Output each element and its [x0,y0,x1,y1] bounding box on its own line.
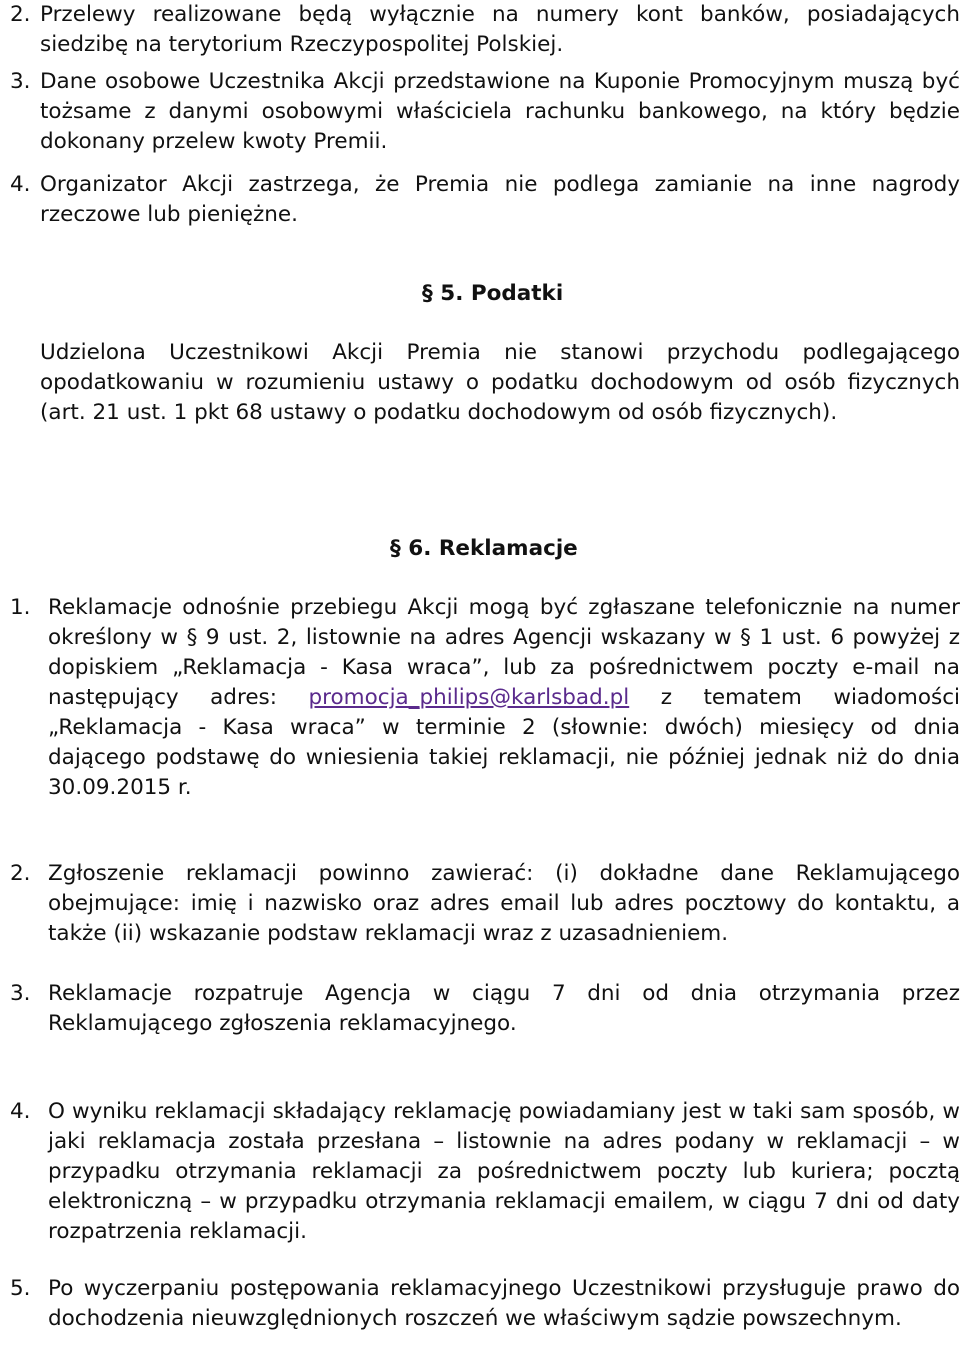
section-body-podatki: Udzielona Uczestnikowi Akcji Premia nie stanowi przychodu podlegającego opodatkowaniu w rozumieniu ustawy o podatku dochodowym od osób fizycznych (art. 21 ust. 1 pkt 68 ustawy o podatku dochodowym od osób fizycznych). [40,340,960,425]
item-number: 2. [10,861,31,886]
list-item [10,979,960,1039]
item-text: Przelewy realizowane będą wyłącznie na numery kont banków, posiadających siedzibę na terytorium Rzeczypospolitej Polskiej. [40,2,960,57]
section-heading-reklamacje: § 6. Reklamacje [390,536,578,561]
item-number: 1. [10,595,31,620]
item-text: O wyniku reklamacji składający reklamację powiadamiany jest w taki sam sposób, w jaki reklamacja została przesłana – listownie na adres podany w reklamacji – w przypadku otrzymania reklamacji za pośrednictwem poczty lub kuriera; pocztą elektroniczną – w przypadku otrzymania reklamacji emailem, w ciągu 7 dni od daty rozpatrzenia reklamacji. [48,1099,960,1244]
item-number: 5. [10,1276,31,1301]
section-heading-podatki: § 5. Podatki [422,281,564,306]
item-number: 2. [10,2,31,27]
list-item [10,1274,960,1334]
item-number: 4. [10,172,31,197]
item-text: Organizator Akcji zastrzega, że Premia nie podlega zamianie na inne nagrody rzeczowe lub pieniężne. [40,172,960,227]
item-text: Zgłoszenie reklamacji powinno zawierać: (i) dokładne dane Reklamującego obejmujące: imię i nazwisko oraz adres email lub adres pocztowy do kontaktu, a także (ii) wskazanie podstaw reklamacji wraz z uzasadnieniem. [48,861,960,946]
item-text: Po wyczerpaniu postępowania reklamacyjnego Uczestnikowi przysługuje prawo do dochodzenia nieuwzględnionych roszczeń we właściwym sądzie powszechnym. [48,1276,960,1331]
email-link[interactable]: promocja_philips@karlsbad.pl [308,685,630,710]
item-text: Dane osobowe Uczestnika Akcji przedstawione na Kuponie Promocyjnym muszą być tożsame z danymi osobowymi właściciela rachunku bankowego, na który będzie dokonany przelew kwoty Premii. [40,69,960,154]
list-item [10,0,960,60]
list-item [10,1097,960,1247]
list-item [10,859,960,949]
item-text: Reklamacje odnośnie przebiegu Akcji mogą być zgłaszane telefonicznie na numer określony w § 9 ust. 2, listownie na adres Agencji wskazany w § 1 ust. 6 powyżej z dopiskiem „Reklamacja - Kasa wraca”, lub za pośrednictwem poczty e-mail na następujący adres: promocja_philips@karlsbad.pl z tematem wiadomości „Reklamacja - Kasa wraca” w terminie 2 (słownie: dwóch) miesięcy od dnia dającego podstawę do wniesienia takiej reklamacji, nie później jednak niż do dnia 30.09.2015 r. [48,595,960,800]
list-item [10,67,960,157]
list-item [10,593,960,803]
item-number: 4. [10,1099,31,1124]
item-text: Reklamacje rozpatruje Agencja w ciągu 7 dni od dnia otrzymania przez Reklamującego zgłoszenia reklamacyjnego. [48,981,960,1036]
list-item [10,170,960,230]
item-number: 3. [10,981,31,1006]
item-number: 3. [10,69,31,94]
